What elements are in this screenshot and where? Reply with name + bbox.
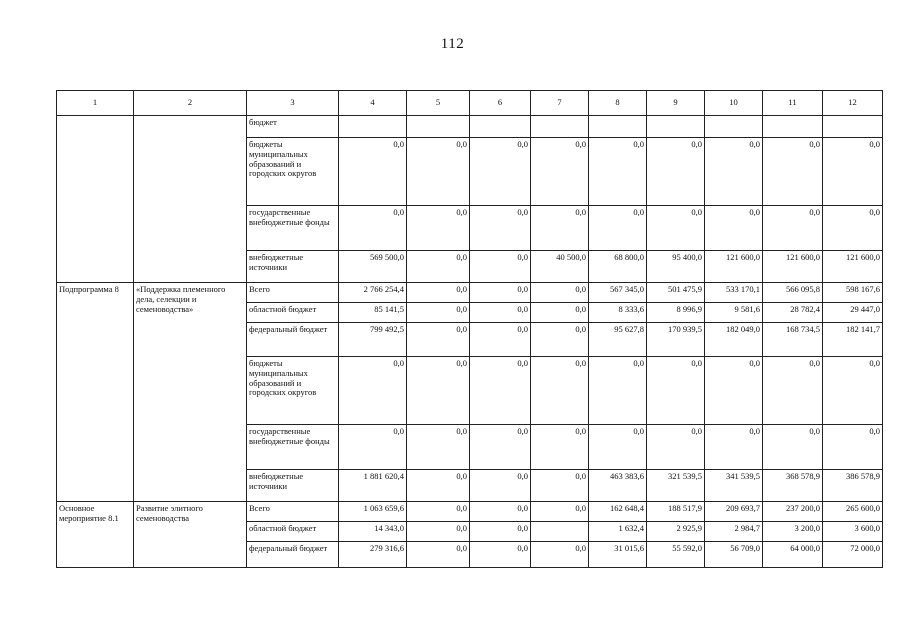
value-cell-col-9 xyxy=(647,116,705,138)
table-row xyxy=(57,502,883,522)
column-header-9: 9 xyxy=(647,91,705,116)
value-cell-col-12: 3 600,0 xyxy=(823,522,883,542)
value-cell-col-7: 0,0 xyxy=(531,470,589,502)
value-cell-col-10: 0,0 xyxy=(705,425,763,470)
value-cell-col-9: 0,0 xyxy=(647,138,705,206)
value-cell-col-10: 0,0 xyxy=(705,357,763,425)
value-cell-col-6: 0,0 xyxy=(470,470,531,502)
column-header-10: 10 xyxy=(705,91,763,116)
value-cell-col-9: 0,0 xyxy=(647,357,705,425)
program-code-cell xyxy=(57,116,134,283)
value-cell-col-10: 182 049,0 xyxy=(705,323,763,357)
value-cell-col-8: 463 383,6 xyxy=(589,470,647,502)
value-cell-col-5: 0,0 xyxy=(407,206,470,251)
value-cell-col-9: 0,0 xyxy=(647,425,705,470)
value-cell-col-5: 0,0 xyxy=(407,425,470,470)
value-cell-col-12: 265 600,0 xyxy=(823,502,883,522)
funding-source-cell: государственные внебюджетные фонды xyxy=(247,425,339,470)
value-cell-col-8 xyxy=(589,116,647,138)
value-cell-col-8: 0,0 xyxy=(589,357,647,425)
column-header-4: 4 xyxy=(339,91,407,116)
value-cell-col-10: 121 600,0 xyxy=(705,251,763,283)
value-cell-col-6: 0,0 xyxy=(470,502,531,522)
value-cell-col-12: 0,0 xyxy=(823,425,883,470)
value-cell-col-9: 55 592,0 xyxy=(647,542,705,568)
value-cell-col-9: 170 939,5 xyxy=(647,323,705,357)
program-code-cell: Подпрограмма 8 xyxy=(57,283,134,502)
value-cell-col-9: 8 996,9 xyxy=(647,303,705,323)
value-cell-col-10: 9 581,6 xyxy=(705,303,763,323)
value-cell-col-8: 68 800,0 xyxy=(589,251,647,283)
value-cell-col-6: 0,0 xyxy=(470,283,531,303)
value-cell-col-10: 56 709,0 xyxy=(705,542,763,568)
value-cell-col-5: 0,0 xyxy=(407,323,470,357)
value-cell-col-8: 0,0 xyxy=(589,206,647,251)
value-cell-col-7: 0,0 xyxy=(531,283,589,303)
value-cell-col-6: 0,0 xyxy=(470,251,531,283)
value-cell-col-8: 95 627,8 xyxy=(589,323,647,357)
value-cell-col-4: 1 063 659,6 xyxy=(339,502,407,522)
value-cell-col-7: 0,0 xyxy=(531,502,589,522)
value-cell-col-8: 162 648,4 xyxy=(589,502,647,522)
value-cell-col-12 xyxy=(823,116,883,138)
value-cell-col-11: 0,0 xyxy=(763,425,823,470)
value-cell-col-10: 533 170,1 xyxy=(705,283,763,303)
value-cell-col-12: 182 141,7 xyxy=(823,323,883,357)
value-cell-col-7: 0,0 xyxy=(531,323,589,357)
page-number: 112 xyxy=(440,36,465,52)
value-cell-col-9: 95 400,0 xyxy=(647,251,705,283)
value-cell-col-6: 0,0 xyxy=(470,206,531,251)
funding-source-cell: областной бюджет xyxy=(247,522,339,542)
value-cell-col-6: 0,0 xyxy=(470,425,531,470)
value-cell-col-6: 0,0 xyxy=(470,323,531,357)
stray-mark: . xyxy=(68,560,71,570)
value-cell-col-8: 567 345,0 xyxy=(589,283,647,303)
value-cell-col-7 xyxy=(531,522,589,542)
value-cell-col-10: 0,0 xyxy=(705,138,763,206)
header-row xyxy=(57,91,883,116)
value-cell-col-7: 0,0 xyxy=(531,357,589,425)
value-cell-col-11: 237 200,0 xyxy=(763,502,823,522)
value-cell-col-12: 121 600,0 xyxy=(823,251,883,283)
value-cell-col-11: 168 734,5 xyxy=(763,323,823,357)
column-header-8: 8 xyxy=(589,91,647,116)
value-cell-col-5: 0,0 xyxy=(407,522,470,542)
value-cell-col-11: 64 000,0 xyxy=(763,542,823,568)
funding-source-cell: внебюджетные источники xyxy=(247,251,339,283)
value-cell-col-9: 2 925,9 xyxy=(647,522,705,542)
value-cell-col-10: 0,0 xyxy=(705,206,763,251)
value-cell-col-11: 0,0 xyxy=(763,138,823,206)
value-cell-col-7: 40 500,0 xyxy=(531,251,589,283)
program-name-cell: Развитие элитного семеноводства xyxy=(134,502,247,568)
value-cell-col-8: 0,0 xyxy=(589,138,647,206)
value-cell-col-4: 569 500,0 xyxy=(339,251,407,283)
value-cell-col-9: 188 517,9 xyxy=(647,502,705,522)
table-row xyxy=(57,283,883,303)
value-cell-col-6: 0,0 xyxy=(470,303,531,323)
value-cell-col-6: 0,0 xyxy=(470,542,531,568)
value-cell-col-6: 0,0 xyxy=(470,522,531,542)
budget-table xyxy=(56,90,883,568)
value-cell-col-7: 0,0 xyxy=(531,303,589,323)
value-cell-col-12: 598 167,6 xyxy=(823,283,883,303)
value-cell-col-6: 0,0 xyxy=(470,357,531,425)
value-cell-col-6 xyxy=(470,116,531,138)
funding-source-cell: федеральный бюджет xyxy=(247,542,339,568)
value-cell-col-11: 368 578,9 xyxy=(763,470,823,502)
value-cell-col-12: 386 578,9 xyxy=(823,470,883,502)
program-name-cell: «Поддержка племенного дела, селекции и семеноводства» xyxy=(134,283,247,502)
program-code-cell: Основное мероприятие 8.1 xyxy=(57,502,134,568)
value-cell-col-4: 2 766 254,4 xyxy=(339,283,407,303)
value-cell-col-5 xyxy=(407,116,470,138)
value-cell-col-4: 799 492,5 xyxy=(339,323,407,357)
value-cell-col-12: 29 447,0 xyxy=(823,303,883,323)
column-header-12: 12 xyxy=(823,91,883,116)
value-cell-col-11: 3 200,0 xyxy=(763,522,823,542)
value-cell-col-11: 121 600,0 xyxy=(763,251,823,283)
value-cell-col-5: 0,0 xyxy=(407,138,470,206)
value-cell-col-5: 0,0 xyxy=(407,470,470,502)
column-header-11: 11 xyxy=(763,91,823,116)
value-cell-col-7 xyxy=(531,116,589,138)
table-row xyxy=(57,116,883,138)
funding-source-cell: бюджеты муниципальных образований и городских округов xyxy=(247,138,339,206)
value-cell-col-9: 321 539,5 xyxy=(647,470,705,502)
column-header-7: 7 xyxy=(531,91,589,116)
value-cell-col-4: 0,0 xyxy=(339,357,407,425)
column-header-3: 3 xyxy=(247,91,339,116)
funding-source-cell: бюджеты муниципальных образований и городских округов xyxy=(247,357,339,425)
column-header-2: 2 xyxy=(134,91,247,116)
value-cell-col-6: 0,0 xyxy=(470,138,531,206)
column-header-1: 1 xyxy=(57,91,134,116)
value-cell-col-10: 341 539,5 xyxy=(705,470,763,502)
value-cell-col-5: 0,0 xyxy=(407,251,470,283)
funding-source-cell: федеральный бюджет xyxy=(247,323,339,357)
value-cell-col-7: 0,0 xyxy=(531,425,589,470)
value-cell-col-7: 0,0 xyxy=(531,138,589,206)
value-cell-col-8: 0,0 xyxy=(589,425,647,470)
value-cell-col-10: 2 984,7 xyxy=(705,522,763,542)
value-cell-col-11 xyxy=(763,116,823,138)
value-cell-col-9: 0,0 xyxy=(647,206,705,251)
value-cell-col-12: 0,0 xyxy=(823,357,883,425)
value-cell-col-8: 1 632,4 xyxy=(589,522,647,542)
funding-source-cell: Всего xyxy=(247,283,339,303)
value-cell-col-12: 0,0 xyxy=(823,206,883,251)
value-cell-col-4: 279 316,6 xyxy=(339,542,407,568)
value-cell-col-7: 0,0 xyxy=(531,542,589,568)
value-cell-col-11: 28 782,4 xyxy=(763,303,823,323)
funding-source-cell: бюджет xyxy=(247,116,339,138)
value-cell-col-5: 0,0 xyxy=(407,303,470,323)
value-cell-col-12: 72 000,0 xyxy=(823,542,883,568)
funding-source-cell: внебюджетные источники xyxy=(247,470,339,502)
column-header-5: 5 xyxy=(407,91,470,116)
value-cell-col-4: 0,0 xyxy=(339,425,407,470)
value-cell-col-10: 209 693,7 xyxy=(705,502,763,522)
value-cell-col-5: 0,0 xyxy=(407,357,470,425)
value-cell-col-11: 0,0 xyxy=(763,357,823,425)
value-cell-col-12: 0,0 xyxy=(823,138,883,206)
column-header-6: 6 xyxy=(470,91,531,116)
value-cell-col-4: 85 141,5 xyxy=(339,303,407,323)
value-cell-col-5: 0,0 xyxy=(407,502,470,522)
value-cell-col-8: 31 015,6 xyxy=(589,542,647,568)
value-cell-col-4: 1 881 620,4 xyxy=(339,470,407,502)
table-body xyxy=(57,116,883,568)
value-cell-col-4: 14 343,0 xyxy=(339,522,407,542)
value-cell-col-8: 8 333,6 xyxy=(589,303,647,323)
value-cell-col-5: 0,0 xyxy=(407,542,470,568)
funding-source-cell: государственные внебюджетные фонды xyxy=(247,206,339,251)
program-name-cell xyxy=(134,116,247,283)
value-cell-col-7: 0,0 xyxy=(531,206,589,251)
value-cell-col-10 xyxy=(705,116,763,138)
value-cell-col-4 xyxy=(339,116,407,138)
value-cell-col-5: 0,0 xyxy=(407,283,470,303)
value-cell-col-11: 566 095,8 xyxy=(763,283,823,303)
value-cell-col-11: 0,0 xyxy=(763,206,823,251)
funding-source-cell: Всего xyxy=(247,502,339,522)
value-cell-col-4: 0,0 xyxy=(339,206,407,251)
value-cell-col-9: 501 475,9 xyxy=(647,283,705,303)
value-cell-col-4: 0,0 xyxy=(339,138,407,206)
funding-source-cell: областной бюджет xyxy=(247,303,339,323)
